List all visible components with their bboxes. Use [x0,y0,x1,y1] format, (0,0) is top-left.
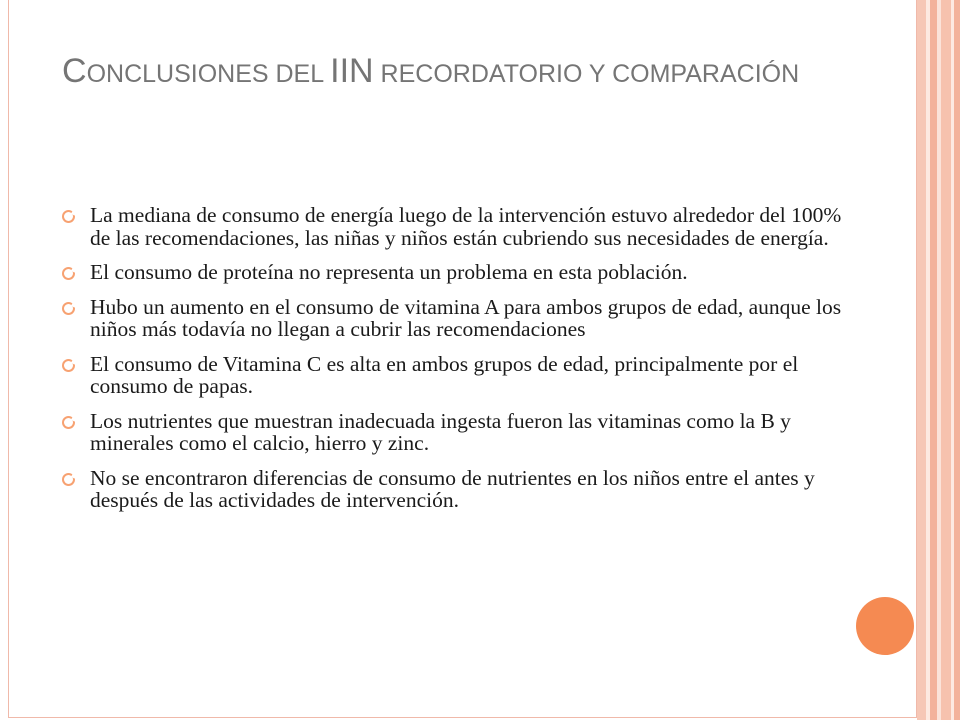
bullet-item [62,410,842,455]
bullet-text: Los nutrientes que muestran inadecuada ingesta fueron las vitaminas como la B y minerales como el calcio, hierro y zinc. [90,408,791,455]
title-part: IIN [330,52,374,90]
bullet-text: La mediana de consumo de energía luego de la intervención estuvo alrededor del 100% de las recomendaciones, las niñas y niños están cubriendo sus necesidades de energía. [90,203,842,250]
bullet-list [62,204,842,524]
bullet-text: Hubo un aumento en el consumo de vitamina A para ambos grupos de edad, aunque los niños más todavía no llegan a cubrir las recomendaciones [90,294,842,341]
stripe [930,0,937,720]
bullet-item [62,296,842,341]
bullet-item [62,467,842,512]
circle-bullet-icon [62,473,75,486]
title-part: ONCLUSIONES DEL [86,60,331,88]
title-part: RECORDATORIO Y COMPARACIÓN [373,60,800,88]
orange-circle-decoration [856,597,914,655]
bullet-text: El consumo de proteína no representa un problema en esta población. [90,260,688,284]
stripe [917,0,926,720]
circle-bullet-icon [62,359,75,372]
circle-bullet-icon [62,267,75,280]
slide-title [62,48,862,98]
circle-bullet-icon [62,302,75,315]
bullet-text: El consumo de Vitamina C es alta en ambos grupos de edad, principalmente por el consumo de papas. [90,351,799,398]
bullet-item [62,204,842,249]
stripe [941,0,951,720]
circle-bullet-icon [62,210,75,223]
decorative-stripes [917,0,960,720]
bullet-item [62,353,842,398]
title-part: C [62,52,87,90]
stripe [954,0,960,720]
circle-bullet-icon [62,416,75,429]
bullet-text: No se encontraron diferencias de consumo de nutrientes en los niños entre el antes y después de las actividades de intervención. [90,465,815,512]
bullet-item [62,261,842,284]
